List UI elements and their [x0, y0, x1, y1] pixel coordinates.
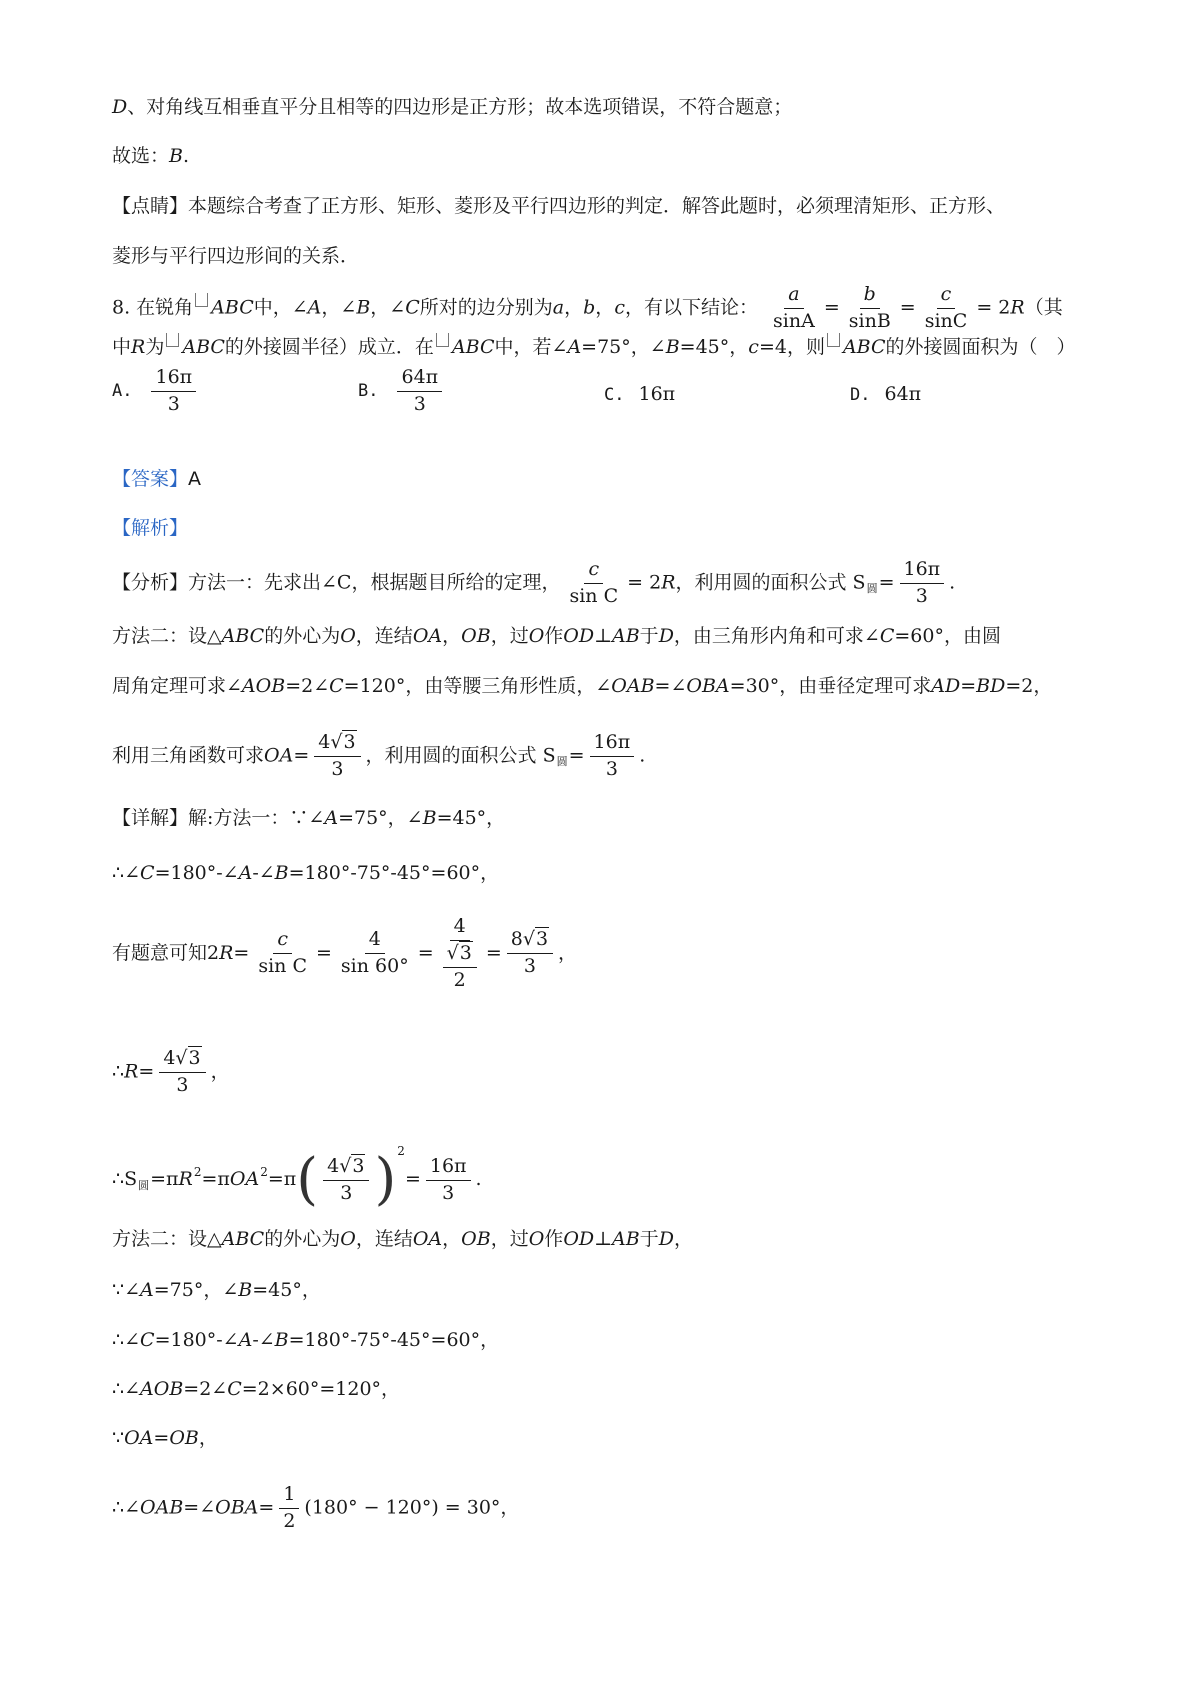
question-8-line-1 — [112, 285, 1063, 332]
text: ∵ — [112, 1427, 125, 1449]
var: c — [614, 296, 625, 319]
denominator: 2 — [453, 968, 466, 991]
text: =75°，∠ — [153, 1279, 239, 1301]
answer-tag: 【答案】 — [112, 468, 189, 490]
step-line — [112, 1144, 482, 1212]
numerator — [507, 930, 553, 954]
text: =75°，∠ — [338, 807, 423, 829]
method2-line-3 — [112, 733, 645, 780]
text: 周角定理可求∠ — [112, 675, 242, 697]
text: ，过 — [490, 625, 529, 647]
step-line — [112, 864, 499, 883]
equals: = — [485, 941, 502, 964]
option-c — [604, 385, 675, 404]
text: ， — [210, 1060, 230, 1083]
var: O — [340, 1228, 356, 1250]
text: 解:方法一：∵∠ — [188, 807, 325, 829]
option-value: 64π — [884, 383, 922, 405]
triangle-symbol-icon — [436, 333, 449, 347]
fraction — [254, 930, 311, 977]
text: 作 — [544, 1228, 564, 1250]
text: 8. 在锐角 — [112, 296, 194, 319]
numerator — [159, 1049, 205, 1073]
text: . — [182, 145, 190, 167]
var: R — [124, 1060, 139, 1083]
text: 的外接圆面积为（ ） — [885, 336, 1076, 358]
xiangjie-line — [112, 809, 505, 828]
equals: = — [568, 744, 585, 767]
text-line — [112, 147, 189, 166]
right-paren-icon: ) — [374, 1147, 397, 1212]
text: 于 — [639, 625, 659, 647]
text: ∴ — [112, 1060, 125, 1083]
numerator: b — [860, 285, 880, 309]
var: OA — [229, 1168, 260, 1190]
text: ∴∠ — [112, 1329, 141, 1351]
text: =2， — [1005, 675, 1053, 697]
var: D — [658, 1228, 674, 1250]
text: ， — [595, 296, 615, 319]
analysis-line — [112, 519, 188, 538]
var: c — [748, 336, 759, 358]
var: A — [238, 862, 253, 884]
var: OD — [563, 1228, 595, 1250]
denominator: 3 — [167, 392, 180, 415]
text: 的外心为 — [264, 1228, 341, 1250]
text: =75°，∠ — [581, 336, 666, 358]
step-line — [112, 1331, 499, 1350]
text: =180°-∠ — [154, 862, 239, 884]
text: 所对的边分别为 — [419, 296, 553, 319]
text: =180°-∠ — [154, 1329, 239, 1351]
var: ABC — [221, 1228, 265, 1250]
subscript: 圆 — [138, 1179, 150, 1192]
text: 故选： — [112, 145, 170, 167]
triangle-icon: △ — [207, 1228, 222, 1250]
fraction — [921, 285, 972, 332]
text: 作 — [544, 625, 564, 647]
denominator: 3 — [915, 584, 928, 607]
var: R — [661, 571, 676, 594]
triangle-symbol-icon — [166, 333, 179, 347]
step-line — [112, 1485, 519, 1532]
var: ABC — [221, 625, 265, 647]
var: C — [879, 625, 895, 647]
text: = — [293, 744, 310, 767]
step-line — [112, 1380, 400, 1399]
section-tag: 【详解】 — [112, 807, 189, 829]
radicand: 3 — [352, 1154, 365, 1177]
text: (180° − 120°) = 30°， — [304, 1496, 520, 1519]
var: ABC — [842, 336, 886, 358]
analysis-tag: 【解析】 — [112, 517, 189, 539]
text: 为 — [145, 336, 165, 358]
numerator: 16π — [590, 733, 635, 757]
var: OA — [124, 1427, 154, 1449]
var: A — [567, 336, 582, 358]
text: ∴∠ — [112, 1496, 141, 1519]
text: 利用三角函数可求 — [112, 744, 265, 767]
var: A — [238, 1329, 253, 1351]
option-label: D. — [850, 385, 871, 405]
option-label: A. — [112, 381, 133, 402]
numerator: c — [273, 930, 292, 954]
radicand: 3 — [343, 731, 356, 753]
text: . — [639, 744, 646, 767]
text-line — [112, 197, 1005, 216]
text: = 2 — [627, 571, 662, 594]
coefficient: 2 — [207, 941, 220, 964]
equals: = — [823, 296, 840, 319]
fraction — [900, 560, 945, 607]
equals: = — [899, 296, 916, 319]
var: ABC — [451, 336, 495, 358]
denominator: 3 — [523, 955, 536, 978]
var: A — [307, 296, 322, 319]
fraction — [565, 560, 622, 607]
text: =60°，由圆 — [894, 625, 1001, 647]
text: -∠ — [252, 1329, 275, 1351]
text: ，有以下结论： — [624, 296, 758, 319]
var: B — [238, 1279, 253, 1301]
text: ，由三角形内角和可求∠ — [673, 625, 880, 647]
text: 有题意可知 — [112, 941, 208, 964]
option-d — [850, 385, 921, 404]
fraction — [590, 733, 635, 780]
text: = — [960, 675, 977, 697]
numerator: 16π — [426, 1157, 471, 1181]
step-line — [112, 917, 577, 991]
denominator: sin C — [569, 584, 619, 607]
text: =180°-75°-45°=60°， — [288, 1329, 500, 1351]
var: R — [178, 1168, 193, 1190]
text: ，连结 — [355, 625, 413, 647]
var: A — [140, 1279, 154, 1301]
text: 、对角线互相垂直平分且相等的四边形是正方形；故本选项错误，不符合题意； — [127, 96, 793, 118]
var: O — [340, 625, 356, 647]
text: =4，则 — [758, 336, 825, 358]
var: OA — [412, 1228, 443, 1250]
text: ，过 — [490, 1228, 529, 1250]
text: ， — [442, 625, 462, 647]
var: C — [405, 296, 420, 319]
denominator — [439, 941, 481, 991]
var: R — [131, 336, 146, 358]
numerator: 1 — [279, 1485, 299, 1509]
text: ，∠ — [370, 296, 406, 319]
fraction — [397, 368, 442, 415]
var: O — [528, 625, 545, 647]
text: ， — [442, 1228, 462, 1250]
var: AD — [931, 675, 961, 697]
var: OB — [461, 1228, 491, 1250]
option-b — [358, 368, 447, 415]
var: B — [274, 1329, 289, 1351]
denominator: sinA — [773, 309, 815, 332]
option-label: C. — [604, 385, 625, 405]
text: = — [258, 1496, 275, 1519]
text: （其 — [1024, 296, 1063, 319]
numerator: 16π — [151, 368, 196, 392]
var: OB — [169, 1427, 199, 1449]
text: =π — [150, 1168, 179, 1190]
question-8-line-2 — [112, 333, 1076, 357]
text: 方法一：先求出∠C，根据题目所给的定理， — [188, 571, 561, 594]
text: =∠ — [183, 1496, 216, 1519]
text: =45°， — [679, 336, 749, 358]
text: =π — [267, 1168, 297, 1190]
sqrt: √3 — [339, 1154, 365, 1177]
text: 菱形与平行四边形间的关系． — [112, 245, 360, 267]
fraction — [426, 1154, 471, 1204]
choice: B — [169, 145, 183, 167]
coefficient: 8 — [510, 928, 523, 951]
denominator: 3 — [413, 392, 426, 415]
text: 中 — [112, 336, 132, 358]
equals: = 2 — [976, 296, 1011, 319]
radicand: 3 — [535, 928, 549, 951]
text: ⊥ — [594, 625, 612, 647]
denominator: 3 — [331, 757, 344, 780]
denominator: 2 — [283, 1509, 296, 1532]
answer-value: A — [188, 468, 202, 490]
var: BD — [976, 675, 1006, 697]
coefficient: 4 — [163, 1047, 176, 1069]
fraction — [507, 930, 553, 977]
text: = — [153, 1427, 170, 1449]
step-line — [112, 1429, 218, 1448]
fraction — [845, 285, 895, 332]
numerator: 64π — [397, 368, 442, 392]
denominator: 3 — [340, 1181, 353, 1204]
option-a — [112, 368, 201, 415]
var: C — [227, 1378, 242, 1400]
denominator: sin 60° — [340, 955, 409, 978]
var: AB — [612, 1228, 640, 1250]
var: O — [528, 1228, 545, 1250]
numerator: c — [584, 560, 603, 584]
numerator: 16π — [900, 560, 945, 584]
text: ， — [673, 1228, 693, 1250]
var: R — [1010, 296, 1025, 319]
equals: = — [878, 571, 895, 594]
text: =45°， — [436, 807, 506, 829]
var: OD — [563, 625, 595, 647]
fraction — [151, 368, 196, 415]
coefficient: 4 — [318, 731, 331, 753]
var: ABC — [211, 296, 254, 319]
var: OBA — [215, 1496, 259, 1519]
text: ，∠ — [321, 296, 357, 319]
text: 中，∠ — [253, 296, 308, 319]
step-line — [112, 1230, 693, 1249]
text: . — [475, 1168, 482, 1190]
denominator: 3 — [605, 757, 618, 780]
var: A — [324, 807, 339, 829]
text: 中，若∠ — [494, 336, 568, 358]
text: ，利用圆的面积公式 S — [365, 744, 556, 767]
text: =π — [201, 1168, 230, 1190]
sqrt: √3 — [446, 941, 472, 964]
text: 的外心为 — [264, 625, 341, 647]
text: =45°， — [252, 1279, 321, 1301]
var: AOB — [140, 1378, 184, 1400]
text-line — [112, 98, 792, 117]
text: =180°-75°-45°=60°， — [288, 862, 500, 884]
numerator — [443, 941, 477, 968]
var: B — [422, 807, 437, 829]
numerator: a — [784, 285, 803, 309]
equals: = — [233, 941, 250, 964]
radicand: 3 — [188, 1047, 201, 1069]
equals: = — [417, 941, 434, 964]
text: ， — [558, 941, 578, 964]
var: OAB — [611, 675, 655, 697]
radicand: 3 — [459, 941, 472, 964]
sqrt: √3 — [175, 1047, 201, 1069]
text: =120°，由等腰三角形性质，∠ — [343, 675, 612, 697]
var: B — [665, 336, 680, 358]
option-label: B. — [358, 381, 379, 402]
fraction — [439, 917, 481, 991]
step-line — [112, 1049, 230, 1096]
numerator: 4 — [450, 917, 470, 941]
denominator: 3 — [176, 1073, 189, 1096]
sqrt: √3 — [522, 928, 549, 951]
fraction — [323, 1154, 369, 1204]
fraction — [159, 1049, 205, 1096]
superscript: 2 — [260, 1165, 268, 1179]
numerator — [314, 733, 360, 757]
subscript: 圆 — [866, 582, 878, 596]
text: ，连结 — [355, 1228, 413, 1250]
text: 本题综合考查了正方形、矩形、菱形及平行四边形的判定．解答此题时，必须理清矩形、正方形、 — [188, 195, 1006, 217]
equals: = — [404, 1168, 421, 1190]
option-letter: D — [112, 96, 128, 118]
var: C — [140, 862, 155, 884]
var: OB — [461, 625, 491, 647]
coefficient: 4 — [327, 1154, 340, 1177]
equals: = — [138, 1060, 155, 1083]
triangle-symbol-icon — [195, 293, 208, 307]
fraction — [337, 930, 413, 977]
nested-fraction — [443, 941, 477, 991]
text: ∴∠ — [112, 862, 141, 884]
text: 方法二：设△ — [112, 625, 222, 647]
text: ⊥ — [594, 1228, 612, 1250]
var: OA — [264, 744, 294, 767]
var: R — [219, 941, 234, 964]
var: C — [329, 675, 344, 697]
answer-line — [112, 470, 201, 489]
text: 方法二：设 — [112, 1228, 208, 1250]
text: ，利用圆的面积公式 S — [675, 571, 866, 594]
section-tag: 【点睛】 — [112, 195, 189, 217]
var: OBA — [686, 675, 730, 697]
text: =2×60°=120°， — [241, 1378, 401, 1400]
text: . — [949, 571, 956, 594]
text: ， — [198, 1427, 218, 1449]
var: OA — [412, 625, 443, 647]
text: ∴∠ — [112, 1378, 141, 1400]
text-line — [112, 247, 359, 266]
numerator: c — [937, 285, 956, 309]
denominator: 3 — [442, 1181, 455, 1204]
text: -∠ — [252, 862, 275, 884]
var: C — [140, 1329, 155, 1351]
text: =2∠ — [285, 675, 330, 697]
left-paren-icon: ( — [296, 1147, 319, 1212]
denominator: sin C — [258, 955, 307, 978]
superscript: 2 — [397, 1144, 405, 1158]
var: D — [658, 625, 674, 647]
text: =2∠ — [183, 1378, 228, 1400]
option-value: 16π — [638, 383, 676, 405]
var: b — [583, 296, 596, 319]
numerator — [323, 1154, 369, 1181]
text: ， — [564, 296, 584, 319]
fenxi-line — [112, 560, 955, 607]
var: B — [356, 296, 371, 319]
var: OAB — [140, 1496, 184, 1519]
text: =30°，由垂径定理可求 — [729, 675, 932, 697]
var: AOB — [241, 675, 286, 697]
text: ∴S — [112, 1168, 138, 1190]
superscript: 2 — [193, 1165, 202, 1179]
var: ABC — [182, 336, 225, 358]
text: ∵∠ — [112, 1279, 141, 1301]
fraction — [279, 1485, 299, 1532]
denominator: sinB — [848, 309, 891, 332]
numerator: 4 — [365, 930, 385, 954]
sqrt: √3 — [330, 731, 356, 753]
var: a — [552, 296, 565, 319]
section-tag: 【分析】 — [112, 571, 189, 594]
fraction — [314, 733, 360, 780]
fraction — [769, 285, 819, 332]
method2-line-1 — [112, 627, 1001, 646]
text: 于 — [639, 1228, 659, 1250]
step-line — [112, 1281, 321, 1300]
var: B — [274, 862, 289, 884]
method2-line-2 — [112, 677, 1052, 696]
denominator: sinC — [924, 309, 968, 332]
var: AB — [611, 625, 640, 647]
text: =∠ — [654, 675, 687, 697]
text: 的外接圆半径）成立．在 — [224, 336, 434, 358]
equals: = — [316, 941, 332, 964]
triangle-symbol-icon — [827, 333, 840, 347]
subscript: 圆 — [556, 755, 568, 769]
